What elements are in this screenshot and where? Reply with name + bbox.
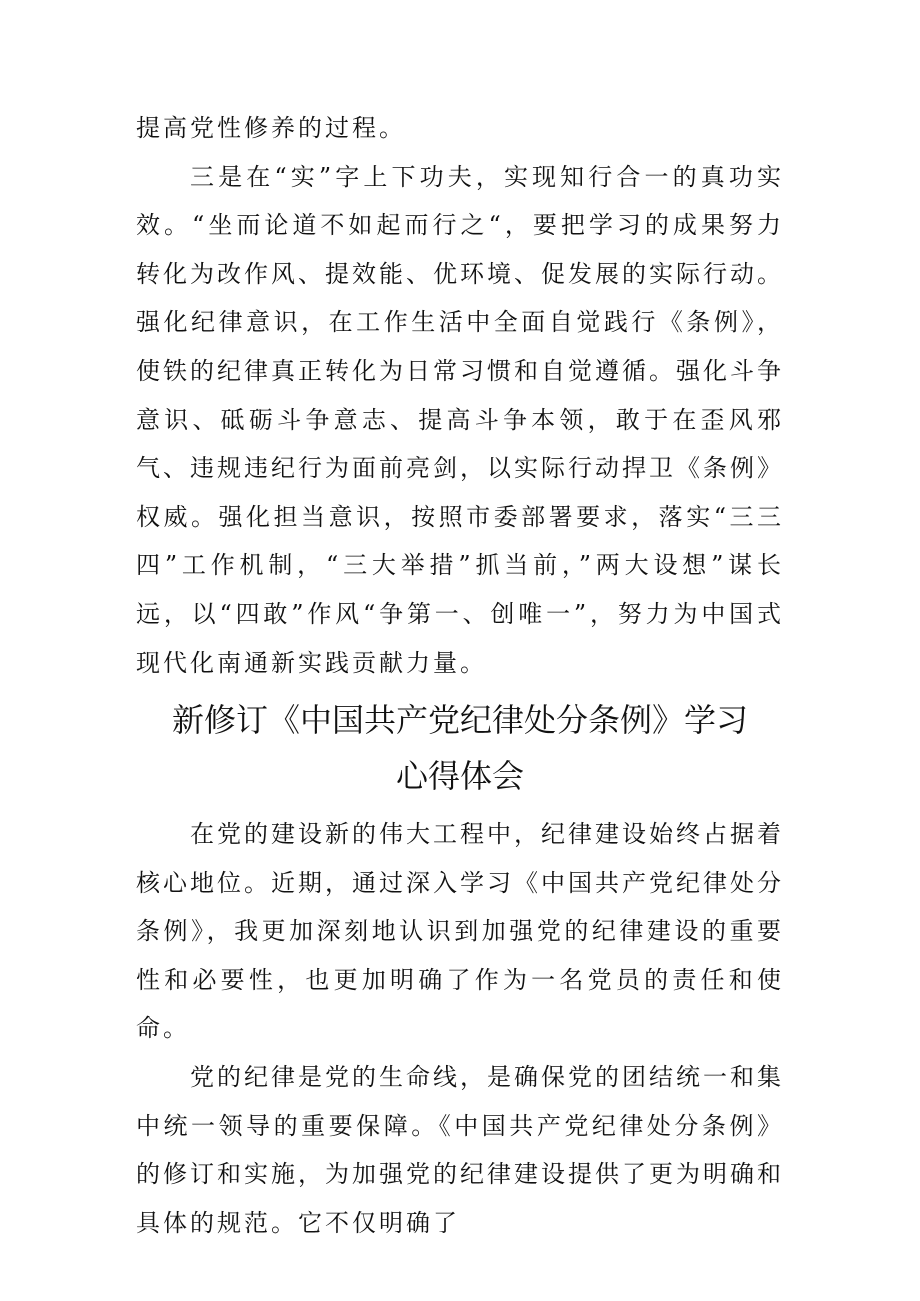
- document-title: [110, 692, 810, 804]
- continued-paragraph: 提高党性修养的过程。: [136, 114, 406, 142]
- bottom-text-section: [136, 810, 784, 1247]
- body-paragraph-2: 党的纪律是党的生命线，是确保党的团结统一和集中统一领导的重要保障。《中国共产党纪律处分条例》的修订和实施，为加强党的纪律建设提供了更为明确和具体的规范。它不仅明确了: [136, 1062, 784, 1237]
- body-paragraph-1: 在党的建设新的伟大工程中，纪律建设始终占据着核心地位。近期，通过深入学习《中国共产党纪律处分条例》，我更加深刻地认识到加强党的纪律建设的重要性和必要性，也更加明确了作为一名党员的责任和使命。: [136, 820, 784, 1043]
- title-line-1: 新修订《中国共产党纪律处分条例》学习: [171, 701, 748, 739]
- paragraph-three: 三是在“实”字上下功夫，实现知行合一的真功实效。“坐而论道不如起而行之“，要把学习的成果努力转化为改作风、提效能、优环境、促发展的实际行动。强化纪律意识，在工作生活中全面自觉践行《条例》，使铁的纪律真正转化为日常习惯和自觉遵循。强化斗争意识、砥砺斗争意志、提高斗争本领，敢于在歪风邪气、违规违纪行为面前亮剑，以实际行动捍卫《条例》权威。强化担当意识，按照市委部署要求，落实“三三四”工作机制，“三大举措”抓当前，”两大设想”谋长远，以“四敢”作风“争第一、创唯一”，努力为中国式现代化南通新实践贡献力量。: [136, 162, 784, 677]
- top-text-section: [136, 104, 784, 687]
- title-line-2: 心得体会: [395, 757, 524, 795]
